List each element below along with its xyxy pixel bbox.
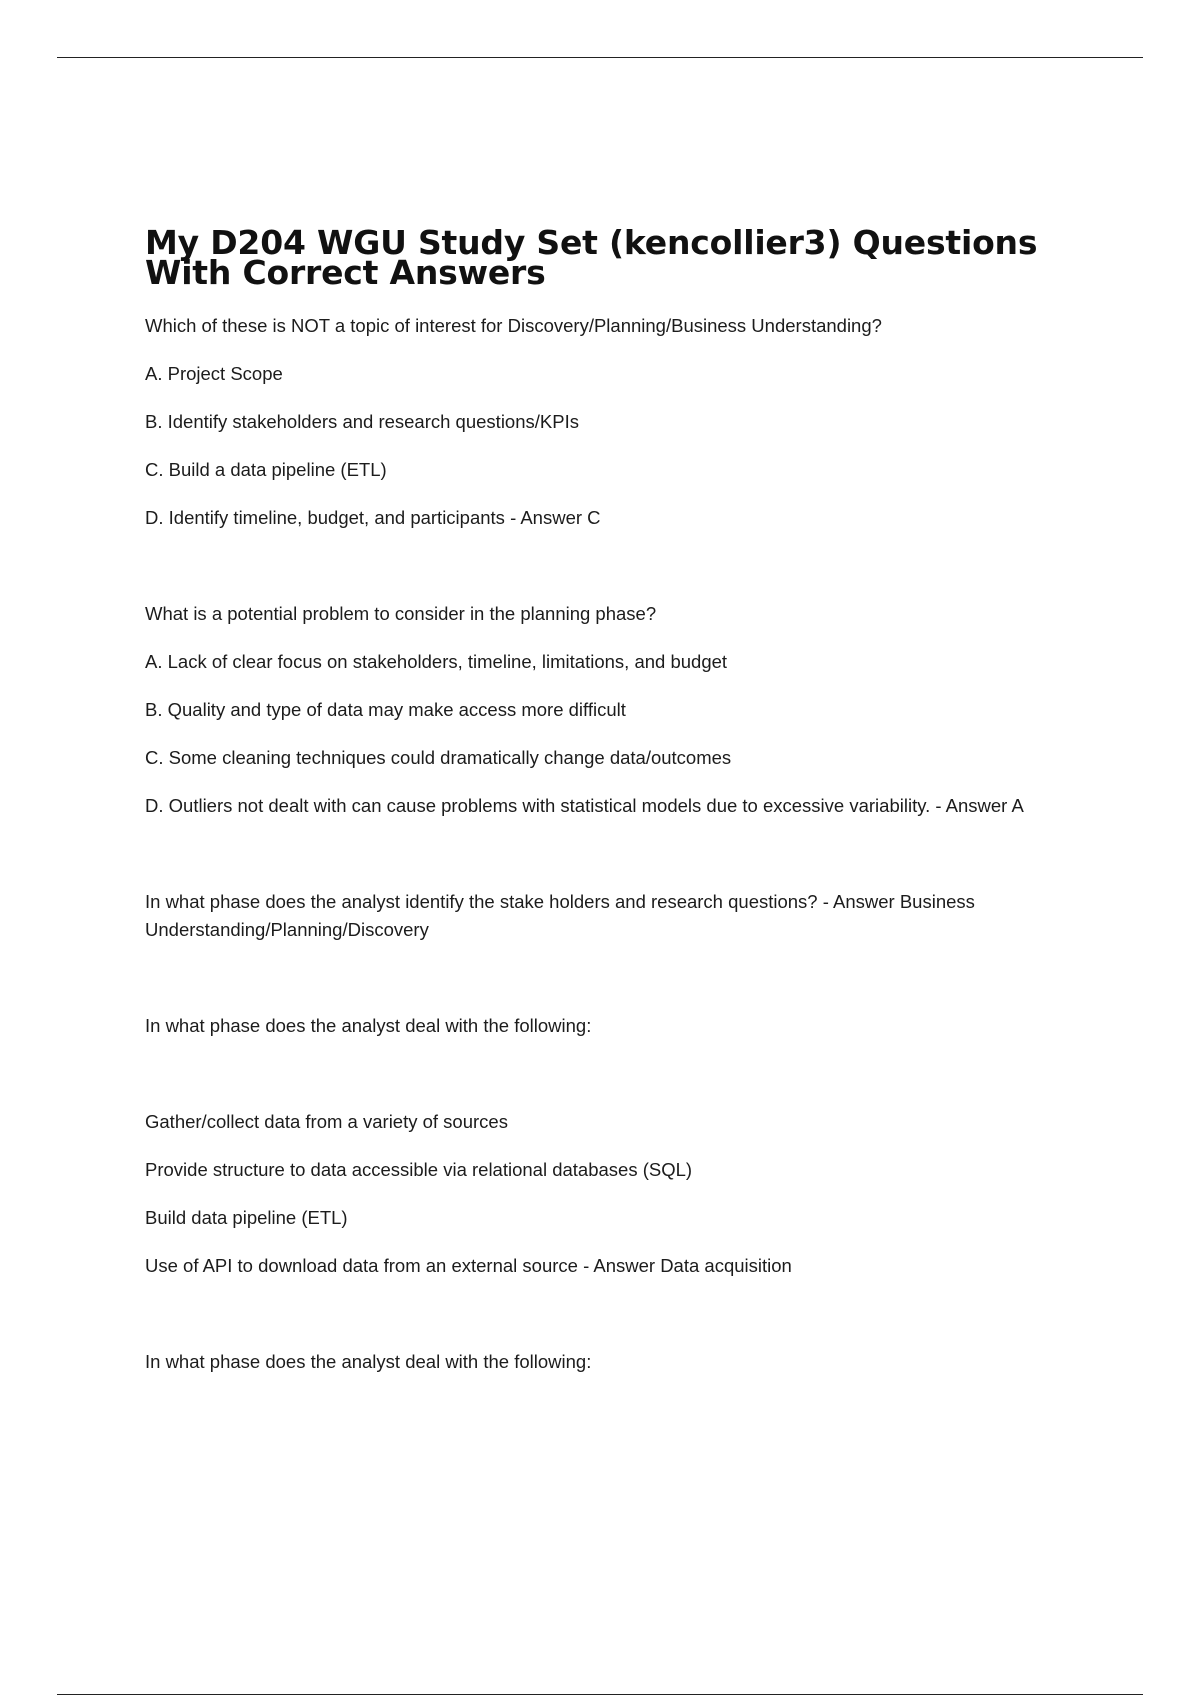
document-title: My D204 WGU Study Set (kencollier3) Questions With Correct Answers (145, 223, 1038, 292)
q1-option-c: C. Build a data pipeline (ETL) (145, 459, 387, 480)
question-3: In what phase does the analyst identify the stake holders and research questions? - Answer Business Understanding/Planning/Discovery (145, 891, 975, 940)
document-body (145, 223, 1065, 1376)
q4-item-3: Build data pipeline (ETL) (145, 1207, 348, 1228)
q4-item-1: Gather/collect data from a variety of sources (145, 1111, 508, 1132)
q2-option-b: B. Quality and type of data may make access more difficult (145, 699, 626, 720)
bottom-rule (57, 1694, 1143, 1695)
q1-option-b: B. Identify stakeholders and research questions/KPIs (145, 411, 579, 432)
q4-item-2: Provide structure to data accessible via relational databases (SQL) (145, 1159, 693, 1180)
question-5: In what phase does the analyst deal with the following: (145, 1351, 592, 1372)
q2-option-a: A. Lack of clear focus on stakeholders, timeline, limitations, and budget (145, 651, 728, 672)
question-2: What is a potential problem to consider in the planning phase? (145, 603, 657, 624)
top-rule (57, 57, 1143, 58)
question-4: In what phase does the analyst deal with the following: (145, 1015, 592, 1036)
q1-option-d: D. Identify timeline, budget, and participants - Answer C (145, 507, 601, 528)
q2-option-d: D. Outliers not dealt with can cause problems with statistical models due to excessive variability. - Answer A (145, 795, 1024, 816)
question-1: Which of these is NOT a topic of interest for Discovery/Planning/Business Understanding? (145, 315, 882, 336)
q1-option-a: A. Project Scope (145, 363, 283, 384)
q2-option-c: C. Some cleaning techniques could dramatically change data/outcomes (145, 747, 732, 768)
q4-item-4: Use of API to download data from an external source - Answer Data acquisition (145, 1255, 792, 1276)
